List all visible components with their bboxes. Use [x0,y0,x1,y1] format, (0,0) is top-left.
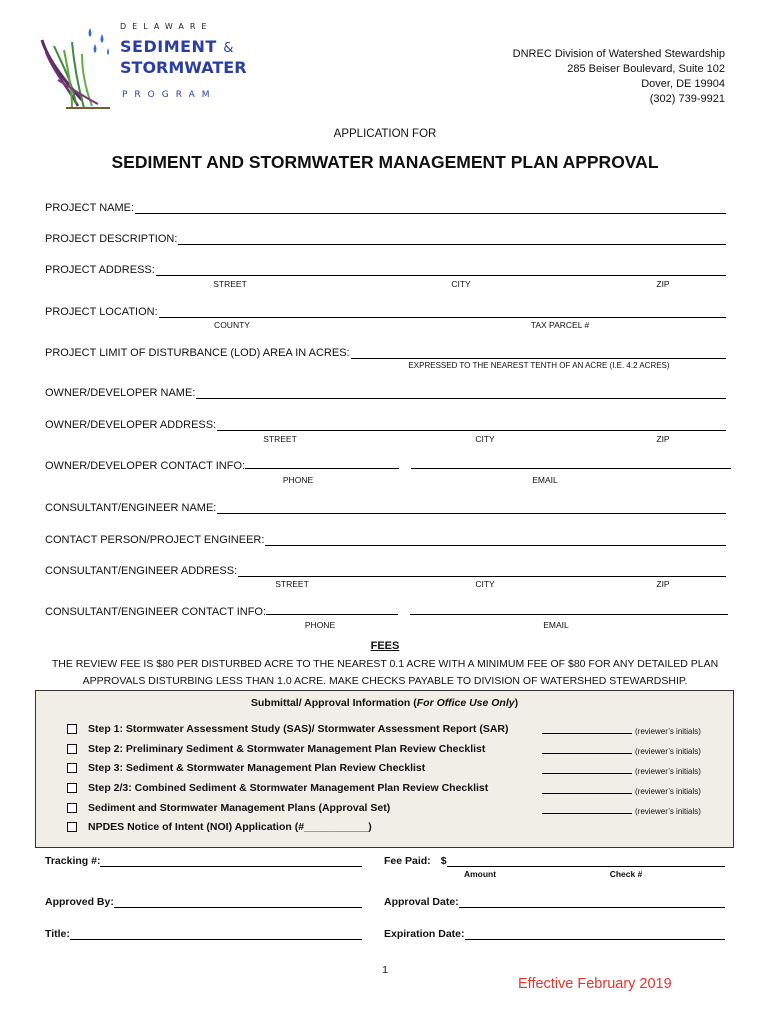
step-2-3-item [67,782,488,794]
lod-area-label: PROJECT LIMIT OF DISTURBANCE (LOD) AREA IN ACRES: [45,347,350,359]
approval-set-initials[interactable] [542,804,701,816]
fee-paid-label: Fee Paid: [384,855,431,867]
owner-email-line[interactable] [411,457,731,469]
step-2-3-checkbox[interactable] [67,783,77,793]
expiration-date-label: Expiration Date: [384,928,465,940]
logo-stormwater-text: STORMWATER [120,58,247,77]
fee-paid-field[interactable] [384,853,725,867]
project-address-label: PROJECT ADDRESS: [45,264,155,276]
step-1-label: Step 1: Stormwater Assessment Study (SAS)/ Stormwater Assessment Report (SAR) [88,723,509,735]
owner-name-label: OWNER/DEVELOPER NAME: [45,387,196,399]
project-location-line[interactable] [159,305,726,318]
title-line[interactable] [70,928,362,940]
step-2-item [67,743,485,755]
tax-parcel-sublabel: TAX PARCEL # [530,320,590,330]
owner-email-sublabel: EMAIL [532,475,558,485]
project-description-field[interactable] [45,229,726,245]
step-3-initials-label: (reviewer’s initials) [635,767,701,776]
consultant-name-label: CONSULTANT/ENGINEER NAME: [45,502,217,514]
agency-phone: (302) 739-9921 [649,93,725,105]
agency-city: Dover, DE 19904 [641,78,725,90]
consultant-email-line[interactable] [410,603,728,615]
step-3-item [67,762,425,774]
project-description-line[interactable] [178,232,726,245]
office-title-suffix: ) [514,697,519,709]
fees-heading: FEES [370,640,400,652]
title-field[interactable] [45,926,362,940]
project-name-label: PROJECT NAME: [45,202,135,214]
office-title-prefix: Submittal/ Approval Information ( [250,697,417,709]
consultant-city-sublabel: CITY [475,579,495,589]
agency-name: DNREC Division of Watershed Stewardship [512,48,725,60]
consultant-zip-sublabel: ZIP [656,579,670,589]
step-2-3-initials-line[interactable] [542,784,632,794]
program-logo [38,20,247,112]
owner-zip-sublabel: ZIP [656,434,670,444]
project-street-sublabel: STREET [213,279,247,289]
consultant-contact-field[interactable] [45,603,728,618]
approved-by-line[interactable] [114,896,362,908]
page-title: SEDIMENT AND STORMWATER MANAGEMENT PLAN APPROVAL [111,152,659,172]
project-address-field[interactable] [45,260,726,276]
npdes-label: NPDES Notice of Intent (NOI) Application (#___________) [88,821,372,833]
owner-contact-label: OWNER/DEVELOPER CONTACT INFO: [45,460,246,472]
logo-sediment-text: SEDIMENT [120,37,217,56]
consultant-address-line[interactable] [238,564,726,577]
fees-line-2: APPROVALS DISTURBING LESS THAN 1.0 ACRE. MAKE CHECKS PAYABLE TO DIVISION OF WATERSHED STEWARDSHIP. [82,675,688,687]
fee-paid-dollar: $ [440,855,447,867]
step-2-initials[interactable] [542,744,701,756]
effective-date: Effective February 2019 [518,976,672,992]
approval-set-label: Sediment and Stormwater Management Plans (Approval Set) [88,802,391,814]
approval-date-field[interactable] [384,894,725,908]
step-2-3-label: Step 2/3: Combined Sediment & Stormwater Management Plan Review Checklist [88,782,489,794]
consultant-street-sublabel: STREET [275,579,309,589]
step-1-item [67,723,509,735]
owner-address-line[interactable] [217,418,726,431]
approval-set-initials-label: (reviewer’s initials) [635,807,701,816]
step-2-3-initials-label: (reviewer’s initials) [635,787,701,796]
step-2-initials-label: (reviewer’s initials) [635,747,701,756]
project-zip-sublabel: ZIP [656,279,670,289]
approval-set-item [67,802,390,814]
agency-address [513,47,725,107]
tracking-label: Tracking #: [45,855,101,867]
contact-person-label: CONTACT PERSON/PROJECT ENGINEER: [45,534,265,546]
owner-street-sublabel: STREET [263,434,297,444]
consultant-name-field[interactable] [45,498,726,514]
approval-set-initials-line[interactable] [542,804,632,814]
consultant-email-sublabel: EMAIL [543,620,569,630]
approval-date-label: Approval Date: [384,896,459,908]
page-number: 1 [382,964,388,976]
owner-contact-field[interactable] [45,457,731,472]
owner-address-label: OWNER/DEVELOPER ADDRESS: [45,419,217,431]
step-2-checkbox[interactable] [67,744,77,754]
lod-area-line[interactable] [351,346,726,359]
step-1-initials-label: (reviewer’s initials) [635,727,701,736]
project-name-line[interactable] [135,201,726,214]
project-location-label: PROJECT LOCATION: [45,306,158,318]
owner-name-field[interactable] [45,383,726,399]
contact-person-field[interactable] [45,530,726,546]
county-sublabel: COUNTY [214,320,250,330]
logo-sediment-line [120,37,234,57]
lod-area-field[interactable] [45,343,726,359]
contact-person-line[interactable] [265,533,726,546]
approved-by-label: Approved By: [45,896,114,908]
agency-street: 285 Beiser Boulevard, Suite 102 [567,63,725,75]
step-2-label: Step 2: Preliminary Sediment & Stormwater Management Plan Review Checklist [88,743,486,755]
step-2-3-initials[interactable] [542,784,701,796]
project-city-sublabel: CITY [451,279,471,289]
consultant-name-line[interactable] [217,501,726,514]
step-2-initials-line[interactable] [542,744,632,754]
tracking-field[interactable] [45,853,362,867]
step-1-initials-line[interactable] [542,724,632,734]
expiration-date-line[interactable] [465,928,725,940]
logo-delaware-text: DELAWARE [120,22,213,31]
step-3-checkbox[interactable] [67,763,77,773]
owner-phone-sublabel: PHONE [282,475,314,485]
npdes-item [67,821,372,833]
project-address-line[interactable] [156,263,726,276]
project-location-field[interactable] [45,302,726,318]
owner-city-sublabel: CITY [475,434,495,444]
office-use-box [35,690,734,848]
check-sublabel: Check # [609,869,643,879]
title-label: Title: [45,928,70,940]
consultant-phone-line[interactable] [266,603,398,615]
consultant-address-field[interactable] [45,561,726,577]
step-3-initials[interactable] [542,764,701,776]
marsh-grass-icon [38,20,118,112]
amount-sublabel: Amount [463,869,497,879]
fee-paid-line[interactable] [447,855,725,867]
office-use-title [36,697,733,709]
fees-description [0,656,770,690]
logo-program-text: PROGRAM [122,90,217,100]
project-description-label: PROJECT DESCRIPTION: [45,233,178,245]
owner-name-line[interactable] [196,386,726,399]
fees-line-1: THE REVIEW FEE IS $80 PER DISTURBED ACRE TO THE NEAREST 0.1 ACRE WITH A MINIMUM FEE OF $80 FOR ANY DETAILED PLAN [51,658,719,670]
consultant-contact-label: CONSULTANT/ENGINEER CONTACT INFO: [45,606,267,618]
consultant-phone-sublabel: PHONE [304,620,336,630]
approval-set-checkbox[interactable] [67,803,77,813]
step-3-label: Step 3: Sediment & Stormwater Management Plan Review Checklist [88,762,426,774]
owner-phone-line[interactable] [245,457,399,469]
project-name-field[interactable] [45,198,726,214]
approval-date-line[interactable] [459,896,725,908]
approved-by-field[interactable] [45,894,362,908]
step-1-checkbox[interactable] [67,724,77,734]
lod-note: EXPRESSED TO THE NEAREST TENTH OF AN ACRE (I.E. 4.2 ACRES) [408,361,670,370]
step-3-initials-line[interactable] [542,764,632,774]
owner-address-field[interactable] [45,415,726,431]
npdes-checkbox[interactable] [67,822,77,832]
step-1-initials[interactable] [542,724,701,736]
consultant-address-label: CONSULTANT/ENGINEER ADDRESS: [45,565,238,577]
tracking-line[interactable] [100,855,362,867]
application-for-label: APPLICATION FOR [333,128,437,140]
office-title-italic: For Office Use Only [416,697,515,709]
expiration-date-field[interactable] [384,926,725,940]
logo-ampersand: & [223,41,234,56]
